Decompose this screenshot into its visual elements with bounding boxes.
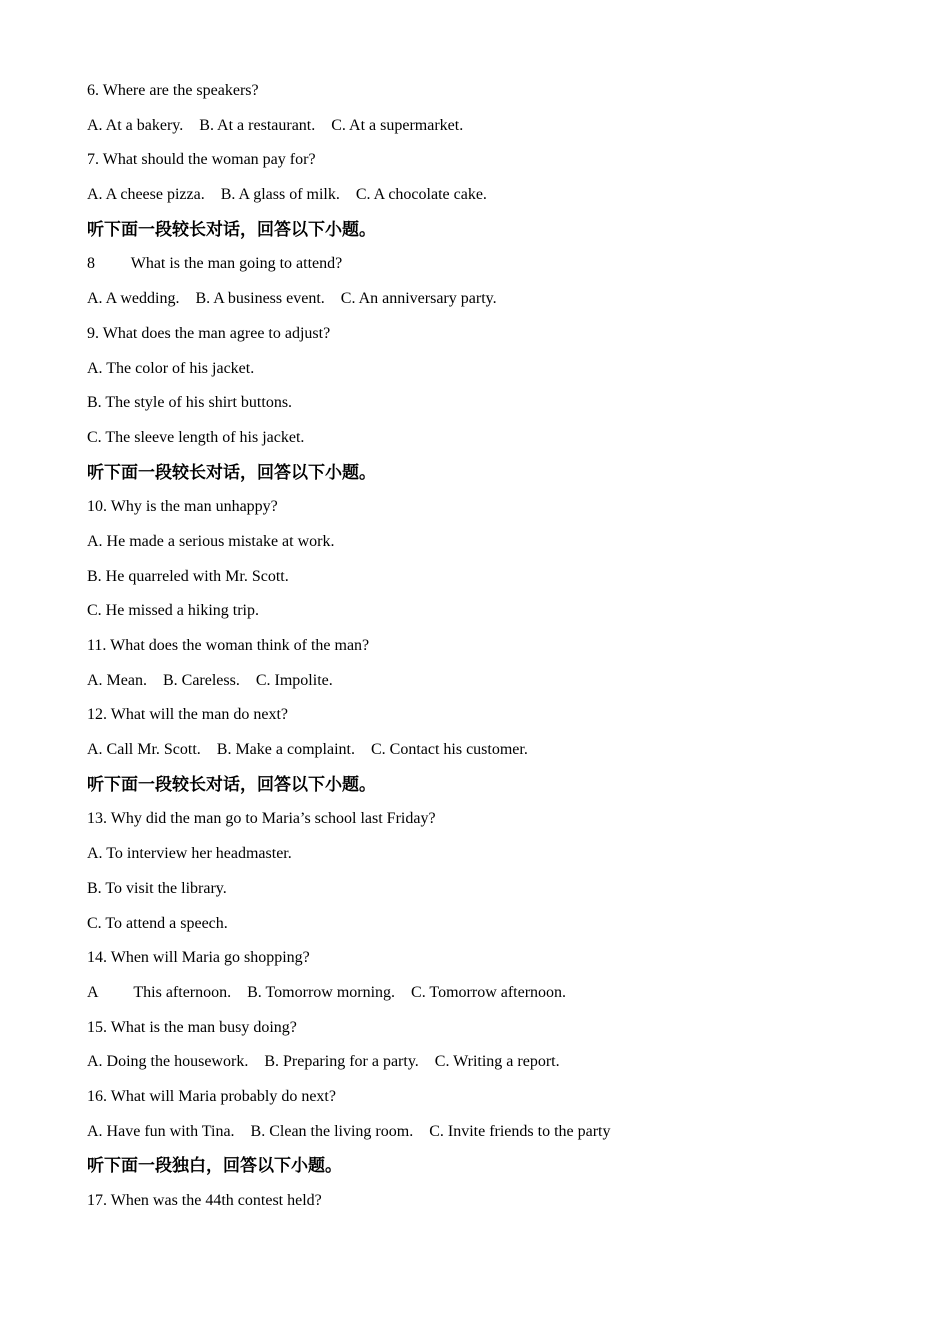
question-14: 14. When will Maria go shopping? <box>87 949 310 967</box>
question-16: 16. What will Maria probably do next? <box>87 1087 336 1105</box>
document-page <box>87 78 887 1223</box>
question-17: 17. When was the 44th contest held? <box>87 1192 322 1209</box>
option-10c: C. He missed a hiking trip. <box>87 602 259 620</box>
option-13b: B. To visit the library. <box>87 879 227 897</box>
section-heading-1: 听下面一段较长对话，回答以下小题。 <box>87 219 376 240</box>
options-12: A. Call Mr. Scott. B. Make a complaint. C. Contact his customer. <box>87 741 528 759</box>
options-14: A This afternoon. B. Tomorrow morning. C. Tomorrow afternoon. <box>87 983 567 1001</box>
section-heading-2: 听下面一段较长对话，回答以下小题。 <box>87 462 376 483</box>
question-12: 12. What will the man do next? <box>87 706 288 724</box>
section-heading-3: 听下面一段较长对话，回答以下小题。 <box>87 774 376 795</box>
options-7: A. A cheese pizza. B. A glass of milk. C. A chocolate cake. <box>87 186 487 204</box>
question-7: 7. What should the woman pay for? <box>87 151 316 169</box>
question-13: 13. Why did the man go to Maria’s school last Friday? <box>87 810 436 828</box>
option-13c: C. To attend a speech. <box>87 914 228 932</box>
question-15: 15. What is the man busy doing? <box>87 1018 297 1036</box>
option-10b: B. He quarreled with Mr. Scott. <box>87 567 289 585</box>
option-9b: B. The style of his shirt buttons. <box>87 394 293 412</box>
question-9: 9. What does the man agree to adjust? <box>87 324 331 342</box>
options-6: A. At a bakery. B. At a restaurant. C. At a supermarket. <box>87 116 464 134</box>
option-13a: A. To interview her headmaster. <box>87 845 292 863</box>
option-9a: A. The color of his jacket. <box>87 359 255 377</box>
options-11: A. Mean. B. Careless. C. Impolite. <box>87 671 333 689</box>
option-10a: A. He made a serious mistake at work. <box>87 532 335 550</box>
question-8: 8 What is the man going to attend? <box>87 255 343 273</box>
section-heading-4: 听下面一段独白，回答以下小题。 <box>87 1156 342 1177</box>
options-8: A. A wedding. B. A business event. C. An anniversary party. <box>87 290 497 308</box>
question-6: 6. Where are the speakers? <box>87 82 259 99</box>
options-15: A. Doing the housework. B. Preparing for a party. C. Writing a report. <box>87 1053 560 1071</box>
question-11: 11. What does the woman think of the man? <box>87 637 370 654</box>
question-10: 10. Why is the man unhappy? <box>87 498 278 516</box>
option-9c: C. The sleeve length of his jacket. <box>87 428 305 446</box>
options-16: A. Have fun with Tina. B. Clean the living room. C. Invite friends to the party <box>87 1122 611 1140</box>
